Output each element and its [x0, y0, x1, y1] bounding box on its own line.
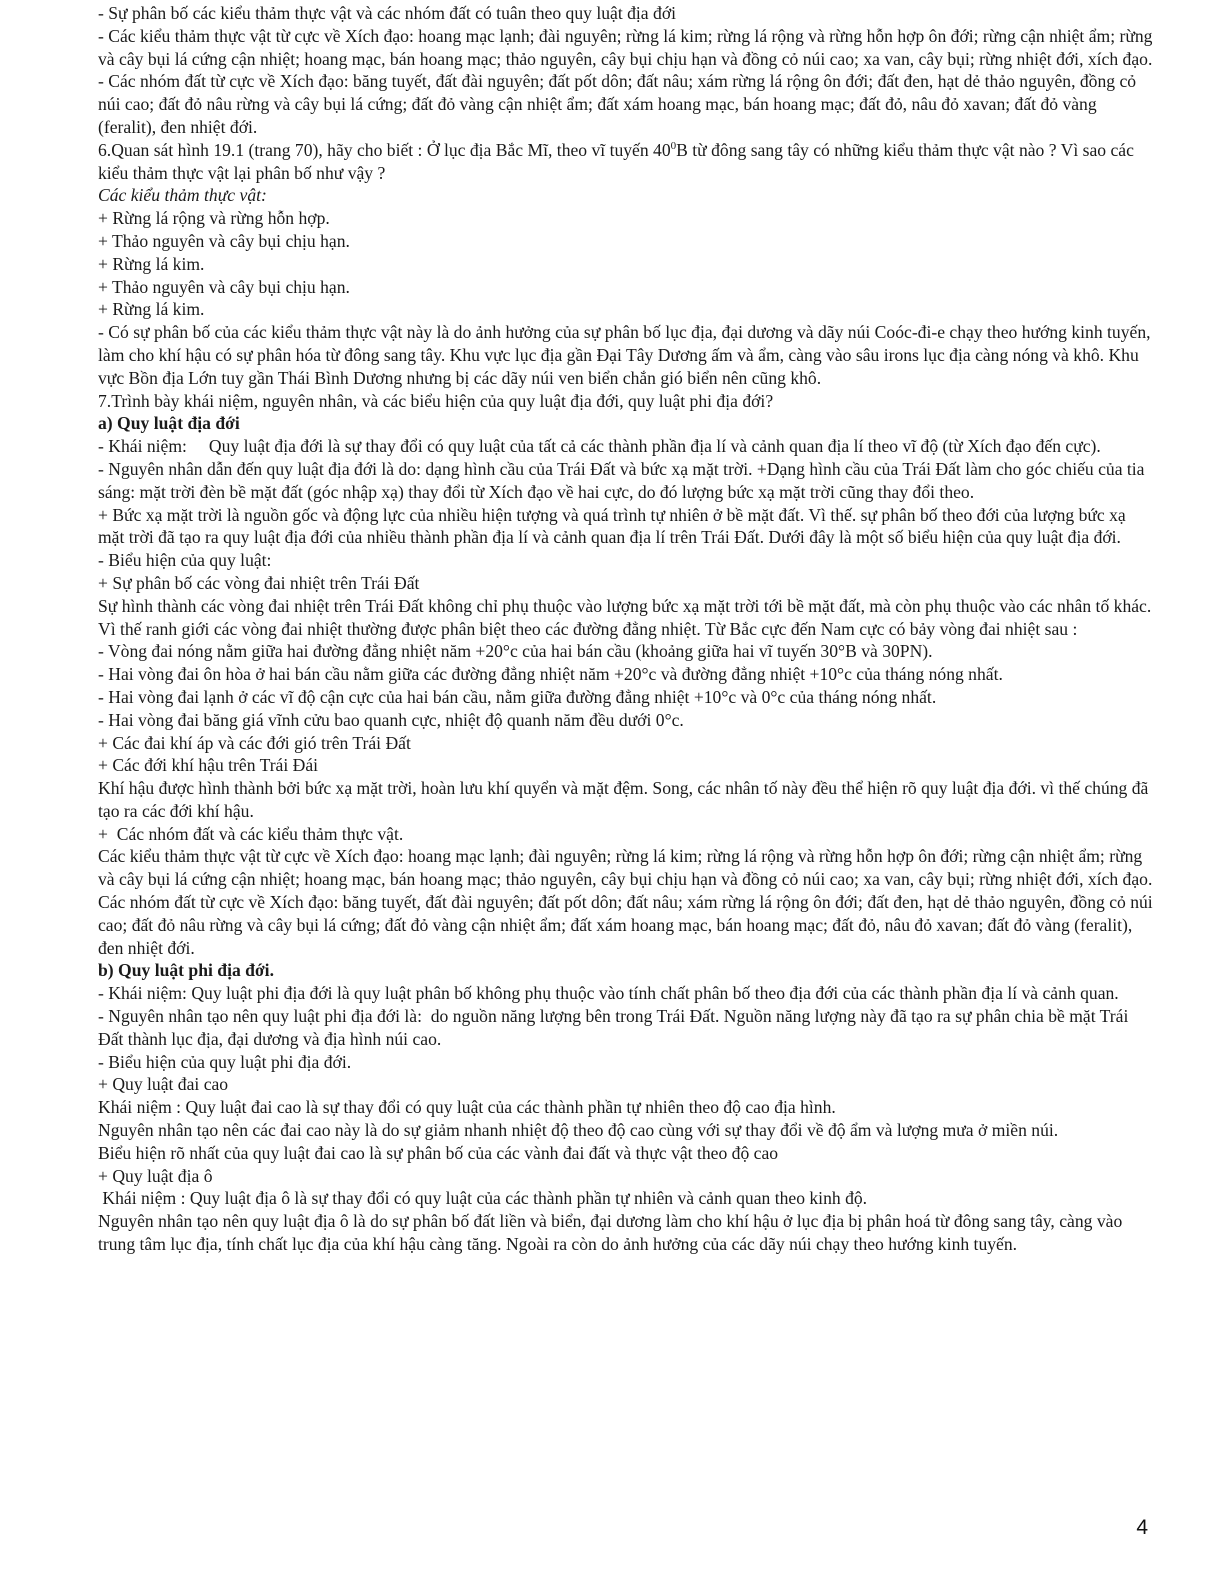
question-6 [98, 139, 1153, 185]
paragraph: + Các nhóm đất và các kiểu thảm thực vật. [98, 823, 404, 844]
paragraph: + Quy luật đai cao [98, 1074, 229, 1095]
question-7: 7.Trình bày khái niệm, nguyên nhân, và các biểu hiện của quy luật địa đới, quy luật phi địa đới? [98, 390, 774, 411]
paragraph: - Sự phân bố các kiểu thảm thực vật và các nhóm đất có tuân theo quy luật địa đới [98, 3, 677, 23]
paragraph: + Các đới khí hậu trên Trái Đái [98, 755, 319, 776]
paragraph: Khái niệm : Quy luật đai cao là sự thay đổi có quy luật của các thành phần tự nhiên theo độ cao địa hình. [98, 1097, 836, 1118]
page-number: 4 [1136, 1516, 1148, 1539]
paragraph: Biểu hiện rõ nhất của quy luật đai cao là sự phân bố của các vành đai đất và thực vật theo độ cao [98, 1142, 779, 1163]
paragraph: - Hai vòng đai lạnh ở các vĩ độ cận cực của hai bán cầu, nằm giữa đường đẳng nhiệt +10°c và 0°c của tháng nóng nhất. [98, 686, 937, 707]
paragraph: - Các nhóm đất từ cực về Xích đạo: băng tuyết, đất đài nguyên; đất pốt dôn; đất nâu; xám rừng lá rộng ôn đới; đất đen, hạt dẻ thảo nguyên, đồng cỏ núi cao; đất đỏ nâu rừng và cây bụi lá cứng; đất đỏ vàng cận nhiệt ẩm; đất xám hoang mạc, bán hoang mạc; đất đỏ, nâu đỏ xavan; đất đỏ vàng (feralit), đen nhiệt đới. [98, 71, 1137, 137]
paragraph: Các nhóm đất từ cực về Xích đạo: băng tuyết, đất đài nguyên; đất pốt dôn; đất nâu; xám rừng lá rộng ôn đới; đất đen, hạt dẻ thảo nguyên, đồng cỏ núi cao; đất đỏ nâu rừng và cây bụi lá cứng; đất đỏ vàng cận nhiệt ẩm; đất xám hoang mạc, bán hoang mạc; đất đỏ, nâu đỏ xavan; đất đỏ vàng (feralit), đen nhiệt đới. [98, 892, 1153, 958]
paragraph: + Quy luật địa ô [98, 1165, 213, 1186]
paragraph: - Biểu hiện của quy luật: [98, 550, 272, 571]
paragraph: Khí hậu được hình thành bởi bức xạ mặt trời, hoàn lưu khí quyển và mặt đệm. Song, các nhân tố này đều thể hiện rõ quy luật địa đới. vì thế chúng đã tạo ra các đới khí hậu. [98, 778, 1149, 821]
question-6-text-cont: B từ đông sang tây có những kiểu thảm thực vật nào ? Vì sao các kiểu thảm thực vật lại phân bố như vậy ? [98, 139, 1134, 183]
paragraph: - Có sự phân bố của các kiểu thảm thực vật này là do ảnh hưởng của sự phân bố lục địa, đại dương và dãy núi Coóc-đi-e chạy theo hướng kinh tuyến, làm cho khí hậu có sự phân hóa từ đông sang tây. Khu vực lục địa gần Đại Tây Dương ấm và ẩm, càng vào sâu irons lục địa càng nóng và khô. Khu vực Bồn địa Lớn tuy gần Thái Bình Dương nhưng bị các dãy núi ven biển chắn gió biển nên cũng khô. [98, 322, 1151, 388]
list-item: + Rừng lá kim. [98, 253, 205, 274]
paragraph: - Khái niệm: Quy luật địa đới là sự thay đổi có quy luật của tất cả các thành phần địa lí và cảnh quan địa lí theo vĩ độ (từ Xích đạo đến cực). [98, 436, 1101, 457]
paragraph: - Khái niệm: Quy luật phi địa đới là quy luật phân bố không phụ thuộc vào tính chất phân bố theo địa đới của các thành phần địa lí và cảnh quan. [98, 983, 1119, 1004]
paragraph: Nguyên nhân tạo nên các đai cao này là do sự giảm nhanh nhiệt độ theo độ cao cùng với sự thay đổi về độ ẩm và lượng mưa ở miền núi. [98, 1120, 1059, 1141]
paragraph: Nguyên nhân tạo nên quy luật địa ô là do sự phân bố đất liền và biển, đại dương làm cho khí hậu ở lục địa bị phân hoá từ đông sang tây, càng vào trung tâm lục địa, tính chất lục địa của khí hậu càng tăng. Ngoài ra còn do ảnh hưởng của các dãy núi chạy theo hướng kinh tuyến. [98, 1211, 1123, 1255]
paragraph: + Bức xạ mặt trời là nguồn gốc và động lực của nhiều hiện tượng và quá trình tự nhiên ở bề mặt đất. Vì thế. sự phân bố theo đới của lượng bức xạ mặt trời đã tạo ra quy luật địa đới của nhiều thành phần địa lí và cảnh quan địa lí trên Trái Đất. Dưới đây là một số biểu hiện của quy luật địa đới. [98, 504, 1126, 548]
section-b-title: b) Quy luật phi địa đới. [98, 960, 274, 981]
superscript: 0 [670, 139, 677, 152]
question-6-text: 6.Quan sát hình 19.1 (trang 70), hãy cho biết : Ở lục địa Bắc Mĩ, theo vĩ tuyến 40 [98, 139, 671, 160]
document-page [98, 2, 1153, 1256]
paragraph: Các kiểu thảm thực vật từ cực về Xích đạo: hoang mạc lạnh; đài nguyên; rừng lá kim; rừng lá rộng và rừng hỗn hợp ôn đới; rừng cận nhiệt ẩm; rừng và cây bụi lá cứng cận nhiệt; hoang mạc, bán hoang mạc; thảo nguyên, cây bụi chịu hạn và đồng cỏ núi cao; xa van, cây bụi; rừng nhiệt đới, xích đạo. [98, 846, 1153, 890]
list-item: + Rừng lá rộng và rừng hỗn hợp. [98, 208, 330, 229]
paragraph: - Biểu hiện của quy luật phi địa đới. [98, 1051, 352, 1072]
list-item: + Thảo nguyên và cây bụi chịu hạn. [98, 276, 350, 297]
paragraph: - Vòng đai nóng nằm giữa hai đường đẳng nhiệt năm +20°c của hai bán cầu (khoảng giữa hai vĩ tuyến 30°B và 30PN). [98, 641, 933, 662]
paragraph: Sự hình thành các vòng đai nhiệt trên Trái Đất không chỉ phụ thuộc vào lượng bức xạ mặt trời tới bề mặt đất, mà còn phụ thuộc vào các nhân tố khác. Vì thế ranh giới các vòng đai nhiệt thường được phân biệt theo các đường đẳng nhiệt. Từ Bắc cực đến Nam cực có bảy vòng đai nhiệt sau : [98, 595, 1152, 639]
paragraph: - Nguyên nhân dẫn đến quy luật địa đới là do: dạng hình cầu của Trái Đất và bức xạ mặt trời. +Dạng hình cầu của Trái Đất làm cho góc chiếu của tia sáng: mặt trời đèn bề mặt đất (góc nhập xạ) thay đổi từ Xích đạo về hai cực, do đó lượng bức xạ mặt trời cũng thay đổi theo. [98, 458, 1145, 502]
list-item: + Rừng lá kim. [98, 299, 205, 320]
paragraph: - Hai vòng đai băng giá vĩnh cửu bao quanh cực, nhiệt độ quanh năm đều dưới 0°c. [98, 709, 684, 730]
paragraph: + Các đai khí áp và các đới gió trên Trái Đất [98, 732, 411, 753]
paragraph: Khái niệm : Quy luật địa ô là sự thay đổi có quy luật của các thành phần tự nhiên và cảnh quan theo kinh độ. [98, 1188, 868, 1209]
paragraph: + Sự phân bố các vòng đai nhiệt trên Trái Đất [98, 572, 420, 593]
q6-heading: Các kiểu thảm thực vật: [98, 185, 267, 206]
section-a-title: a) Quy luật địa đới [98, 413, 240, 434]
paragraph: - Nguyên nhân tạo nên quy luật phi địa đới là: do nguồn năng lượng bên trong Trái Đất. Nguồn năng lượng này đã tạo ra sự phân chia bề mặt Trái Đất thành lục địa, đại dương và địa hình núi cao. [98, 1006, 1133, 1049]
paragraph: - Hai vòng đai ôn hòa ở hai bán cầu nằm giữa các đường đẳng nhiệt năm +20°c và đường đẳng nhiệt +10°c của tháng nóng nhất. [98, 664, 1003, 685]
list-item: + Thảo nguyên và cây bụi chịu hạn. [98, 230, 350, 251]
paragraph: - Các kiểu thảm thực vật từ cực về Xích đạo: hoang mạc lạnh; đài nguyên; rừng lá kim; rừng lá rộng và rừng hỗn hợp ôn đới; rừng cận nhiệt ẩm; rừng và cây bụi lá cứng cận nhiệt; hoang mạc, bán hoang mạc; thảo nguyên, cây bụi chịu hạn và đồng cỏ núi cao; xa van, cây bụi; rừng nhiệt đới, xích đạo. [98, 25, 1153, 69]
